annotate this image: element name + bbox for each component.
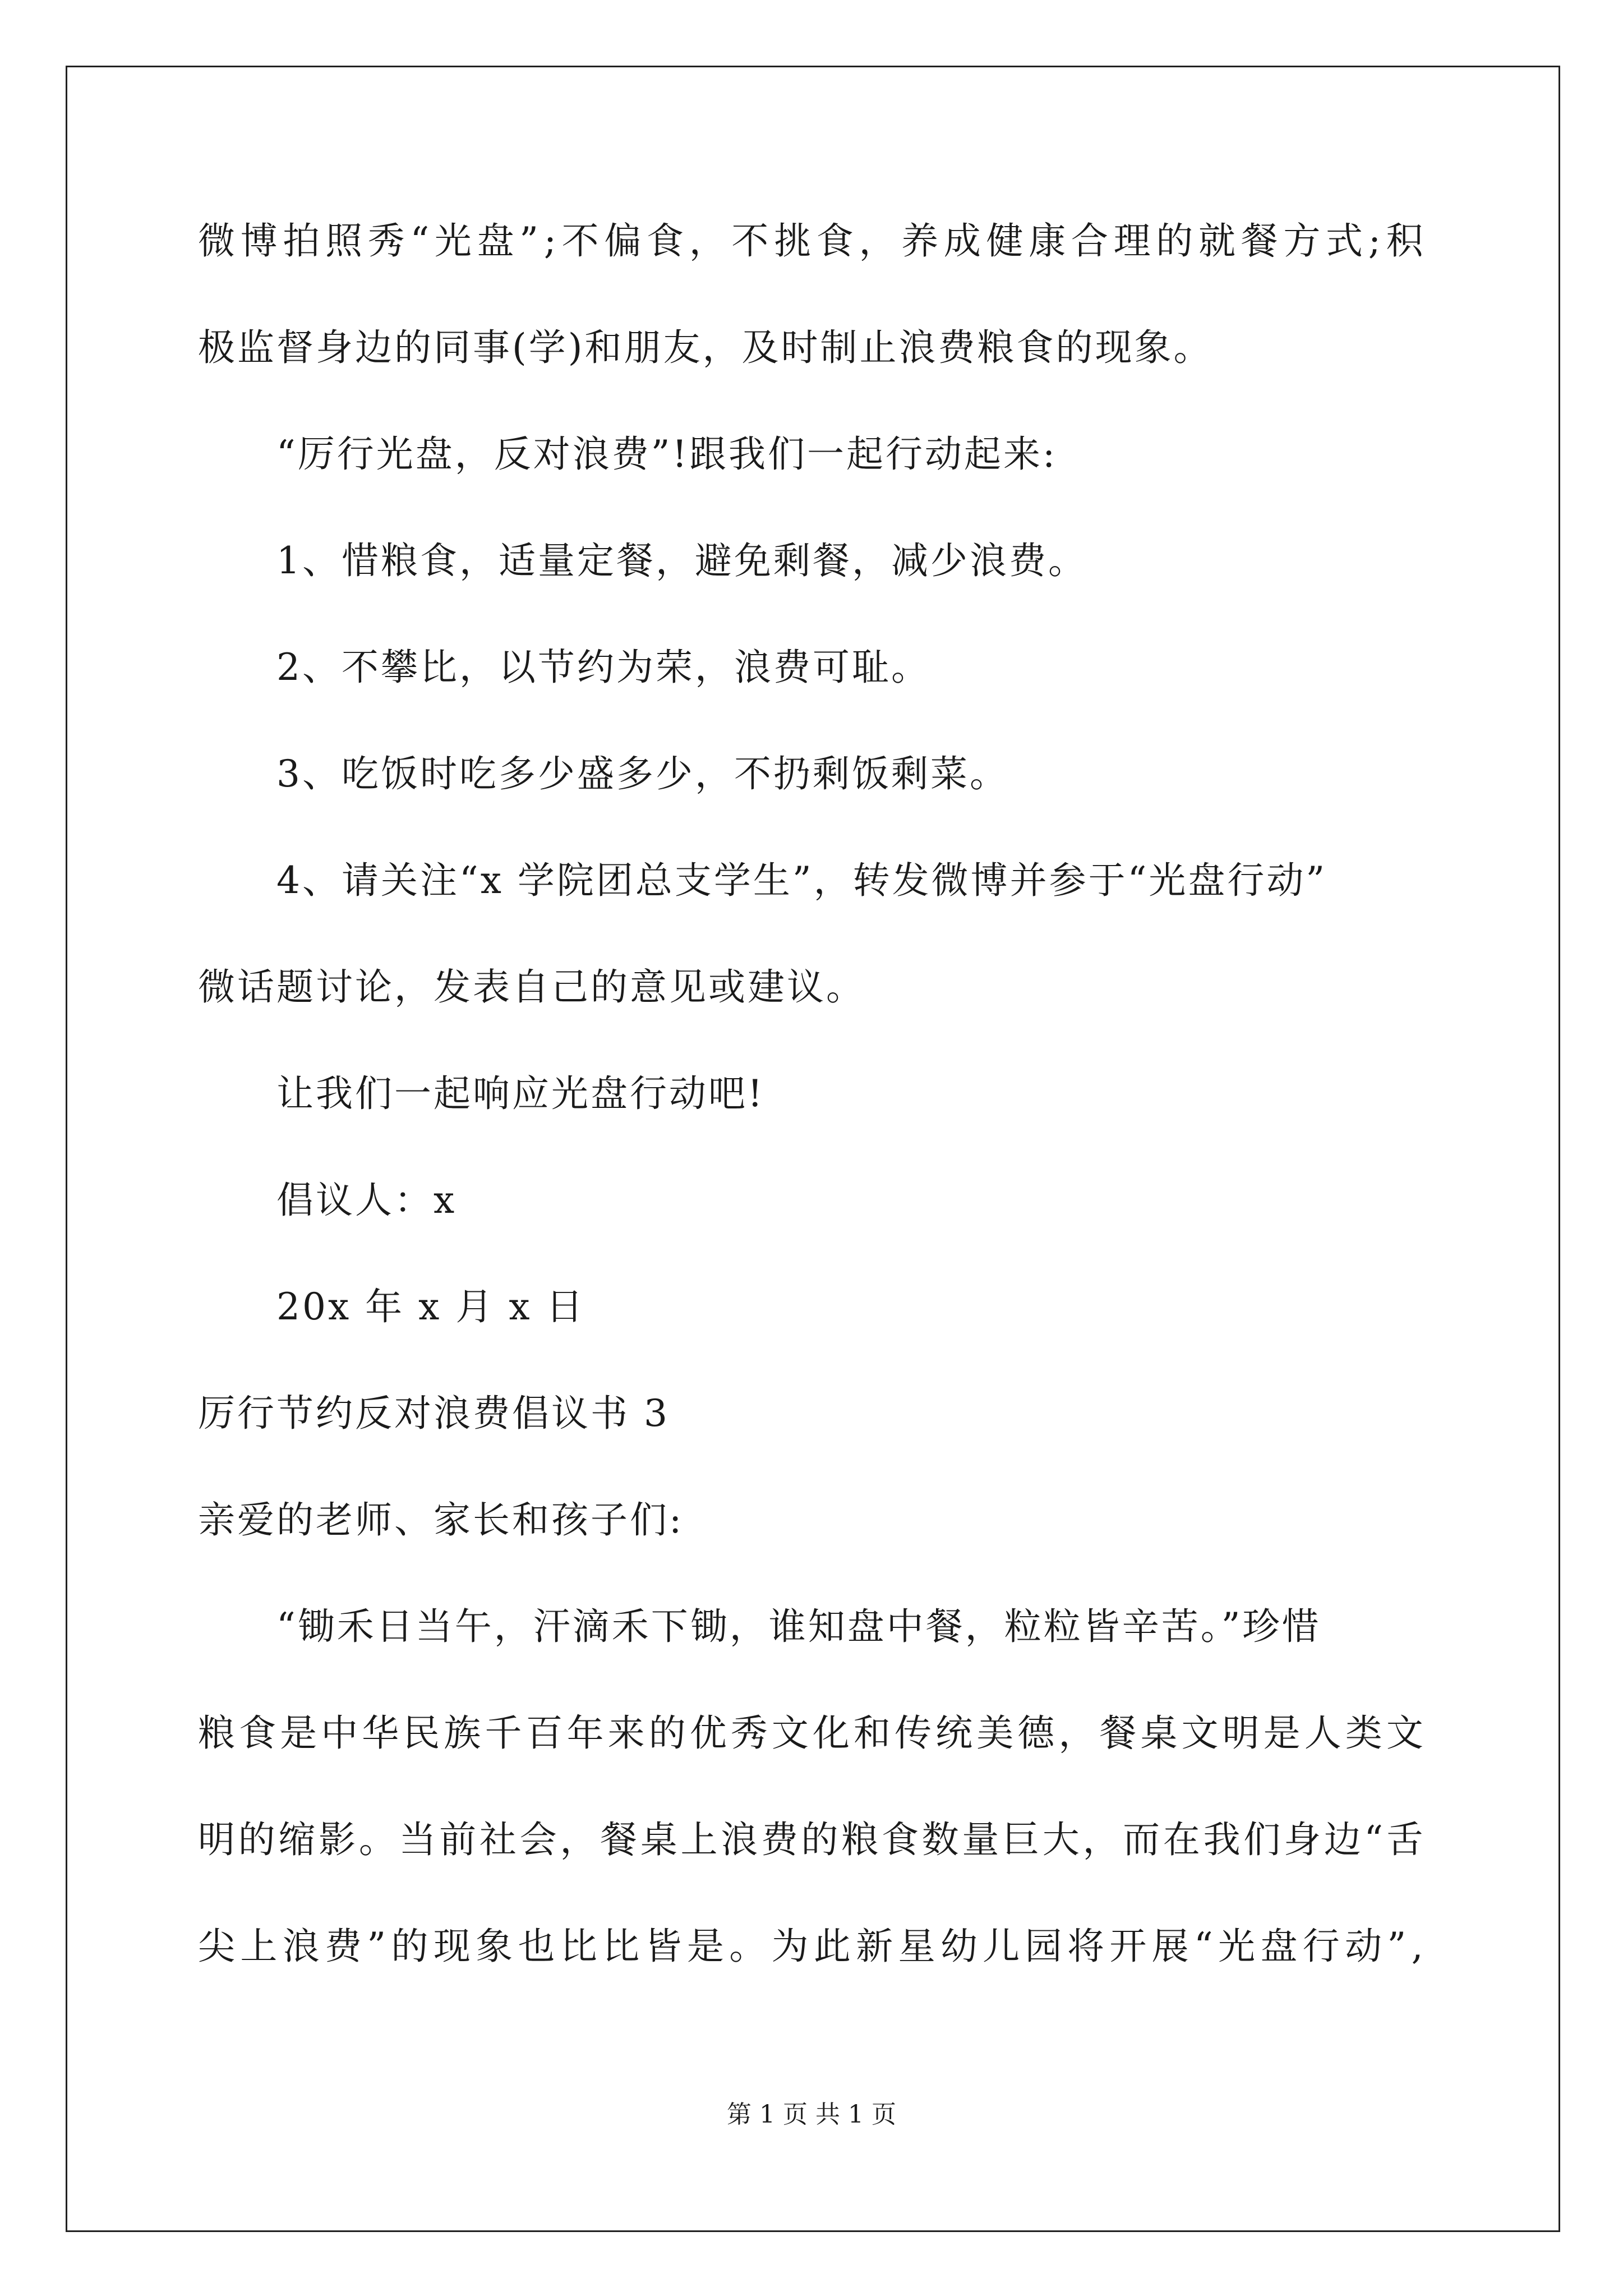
list-item: 2、不攀比，以节约为荣，浪费可耻。: [276, 646, 930, 689]
body-line: 明 的 缩 影 。 当 前 社 会 ， 餐 桌 上 浪 费 的 粮 食 数 量 巨 大 ， 而 在 我 们 身 边 “ 舌: [198, 1818, 1423, 1861]
body-line: 微话题讨论，发表自己的意见或建议。: [198, 965, 865, 1009]
body-line: “厉行光盘，反对浪费”!跟我们一起行动起来:: [276, 432, 1058, 476]
signature-line: 倡议人：x: [276, 1179, 457, 1222]
body-line: 尖 上 浪 费 ” 的 现 象 也 比 比 皆 是 。 为 此 新 星 幼 儿 园 将 开 展 “ 光 盘 行 动 ” ,: [198, 1925, 1423, 1968]
body-line: 极监督身边的同事(学)和朋友，及时制止浪费粮食的现象。: [198, 326, 1213, 369]
date-line: 20x 年 x 月 x 日: [276, 1285, 585, 1328]
body-line: 让我们一起响应光盘行动吧!: [276, 1072, 765, 1115]
section-title: 厉行节约反对浪费倡议书 3: [198, 1392, 670, 1435]
body-line: 粮 食 是 中 华 民 族 千 百 年 来 的 优 秀 文 化 和 传 统 美 德 ， 餐 桌 文 明 是 人 类 文: [198, 1711, 1423, 1755]
body-line: “锄禾日当午，汗滴禾下锄，谁知盘中餐，粒粒皆辛苦。”珍惜: [276, 1605, 1321, 1648]
body-line: 微 博 拍 照 秀 “ 光 盘 ” ; 不 偏 食 ， 不 挑 食 ， 养 成 健 康 合 理 的 就 餐 方 式 ; 积: [198, 219, 1423, 263]
page-border: [66, 66, 1560, 2232]
list-item: 3、吃饭时吃多少盛多少，不扔剩饭剩菜。: [276, 752, 1009, 795]
list-item: 4、请关注“x 学院团总支学生”，转发微博并参于“光盘行动”: [276, 859, 1327, 902]
list-item: 1、惜粮食，适量定餐，避免剩餐，减少浪费。: [276, 539, 1087, 582]
salutation: 亲爱的老师、家长和孩子们:: [198, 1498, 684, 1542]
page-footer: 第 1 页 共 1 页: [727, 2100, 896, 2129]
